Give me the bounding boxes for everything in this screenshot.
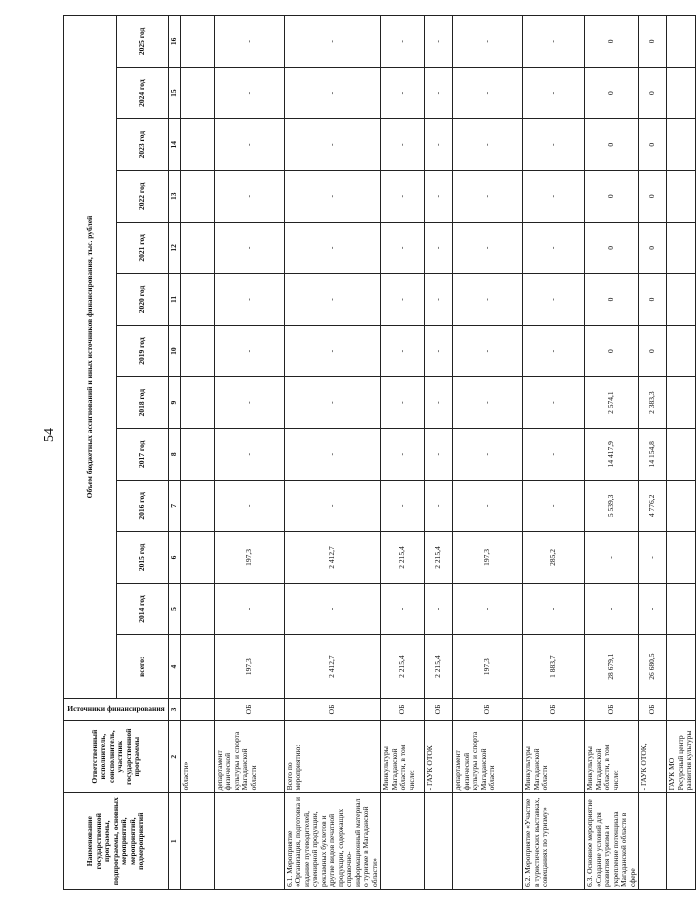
cell-year-value: -	[523, 480, 585, 532]
cell-total: 2 412,7	[284, 635, 381, 699]
column-number: 9	[169, 377, 181, 429]
cell-year-value: -	[381, 274, 425, 326]
cell-year-value: -	[523, 16, 585, 68]
column-number: 16	[169, 16, 181, 68]
header-total: всего:	[116, 635, 169, 699]
cell-year-value: -	[523, 67, 585, 119]
cell-year-value: -	[425, 274, 453, 326]
cell-total	[667, 635, 696, 699]
cell-year-value	[180, 274, 214, 326]
cell-program-name	[425, 793, 453, 890]
cell-year-value: -	[284, 170, 381, 222]
header-year: 2016 год	[116, 480, 169, 532]
cell-year-value	[667, 274, 696, 326]
cell-funding-source: ОБ	[639, 699, 667, 721]
cell-year-value	[180, 67, 214, 119]
column-number: 4	[169, 635, 181, 699]
cell-program-name	[639, 793, 667, 890]
cell-year-value	[180, 428, 214, 480]
cell-year-value: -	[284, 583, 381, 635]
page-number: 54	[42, 428, 57, 442]
cell-year-value	[667, 119, 696, 171]
cell-year-value: -	[284, 325, 381, 377]
cell-year-value: 14 417,9	[585, 428, 639, 480]
cell-year-value	[180, 377, 214, 429]
cell-executor: Минкультуры Магаданской области, в том числе:	[381, 720, 425, 792]
cell-year-value: 0	[585, 67, 639, 119]
table-row	[425, 16, 453, 890]
cell-year-value: -	[425, 480, 453, 532]
cell-executor: области»	[180, 720, 214, 792]
column-number: 14	[169, 119, 181, 171]
cell-year-value: -	[284, 428, 381, 480]
financing-table	[63, 15, 696, 890]
cell-total: 197,3	[214, 635, 284, 699]
cell-year-value: 14 154,8	[639, 428, 667, 480]
header-program-name: Наименование государственной программы, подпрограммы, основных мероприятий, мероприятий, подмероприятий	[64, 793, 169, 890]
cell-total: 2 215,4	[381, 635, 425, 699]
cell-year-value: 2 574,1	[585, 377, 639, 429]
cell-year-value: -	[381, 16, 425, 68]
cell-year-value	[667, 583, 696, 635]
header-year: 2021 год	[116, 222, 169, 274]
cell-year-value: -	[284, 67, 381, 119]
cell-executor: департамент физической культуры и спорта Магаданской области	[453, 720, 523, 792]
cell-year-value: -	[453, 428, 523, 480]
column-number: 13	[169, 170, 181, 222]
cell-year-value: -	[284, 222, 381, 274]
rotated-table-container	[63, 15, 693, 890]
cell-funding-source: ОБ	[523, 699, 585, 721]
cell-year-value: -	[453, 170, 523, 222]
table-row	[667, 16, 696, 890]
cell-year-value: -	[523, 274, 585, 326]
column-number: 10	[169, 325, 181, 377]
cell-program-name	[214, 793, 284, 890]
column-number: 12	[169, 222, 181, 274]
cell-program-name	[667, 793, 696, 890]
cell-executor: Всего по мероприятию:	[284, 720, 381, 792]
cell-program-name	[381, 793, 425, 890]
header-year: 2015 год	[116, 532, 169, 584]
cell-year-value	[667, 170, 696, 222]
table-row	[284, 16, 381, 890]
table-row	[214, 16, 284, 890]
cell-year-value: 0	[585, 170, 639, 222]
cell-year-value: -	[214, 583, 284, 635]
cell-year-value: -	[381, 377, 425, 429]
cell-year-value: -	[453, 222, 523, 274]
cell-year-value: -	[425, 67, 453, 119]
cell-year-value	[667, 16, 696, 68]
cell-year-value: -	[425, 583, 453, 635]
cell-year-value: 0	[639, 16, 667, 68]
cell-year-value: -	[381, 428, 425, 480]
cell-total: 1 883,7	[523, 635, 585, 699]
cell-year-value: -	[381, 170, 425, 222]
header-funding-source: Источники финансирования	[64, 699, 169, 721]
cell-year-value: -	[453, 480, 523, 532]
cell-funding-source	[180, 699, 214, 721]
column-number-row	[169, 16, 181, 890]
cell-executor: - ГАУК ОТОК,	[639, 720, 667, 792]
cell-year-value: -	[523, 428, 585, 480]
cell-program-name	[453, 793, 523, 890]
cell-year-value	[180, 583, 214, 635]
cell-executor: Минкультуры Магаданской области	[523, 720, 585, 792]
cell-year-value: -	[381, 67, 425, 119]
header-year: 2025 год	[116, 16, 169, 68]
cell-funding-source: ОБ	[425, 699, 453, 721]
cell-year-value: 2 412,7	[284, 532, 381, 584]
cell-year-value: -	[214, 16, 284, 68]
cell-year-value	[667, 325, 696, 377]
cell-year-value: 2 383,3	[639, 377, 667, 429]
cell-year-value: -	[453, 67, 523, 119]
cell-executor: - ГАУК ОТОК	[425, 720, 453, 792]
cell-year-value: -	[284, 480, 381, 532]
cell-year-value: -	[381, 325, 425, 377]
cell-year-value: -	[284, 16, 381, 68]
cell-year-value: -	[425, 377, 453, 429]
cell-year-value: 0	[639, 325, 667, 377]
cell-year-value: -	[639, 532, 667, 584]
cell-year-value: -	[381, 583, 425, 635]
cell-funding-source: ОБ	[585, 699, 639, 721]
column-number: 8	[169, 428, 181, 480]
cell-year-value: -	[214, 377, 284, 429]
header-year: 2023 год	[116, 119, 169, 171]
column-number: 3	[169, 699, 181, 721]
cell-year-value: -	[523, 222, 585, 274]
table-body	[180, 16, 695, 890]
cell-year-value: -	[453, 119, 523, 171]
column-number: 2	[169, 720, 181, 792]
column-number: 11	[169, 274, 181, 326]
cell-executor: департамент физической культуры и спорта Магаданской области	[214, 720, 284, 792]
cell-year-value: 0	[585, 274, 639, 326]
cell-program-name: 6.2. Мероприятие «Участие в туристических выставках, совещаниях по туризму»	[523, 793, 585, 890]
header-budget-group: Объем бюджетных ассигнований и иных источников финансирования, тыс. рублей	[64, 16, 117, 699]
cell-year-value: -	[214, 67, 284, 119]
cell-program-name: 6.3. Основное мероприятие «Создание условий для развития туризма и укрепление потенциала Магаданской области в сфере	[585, 793, 639, 890]
cell-executor: ГАУК МО Ресурсный центр развития культуры	[667, 720, 696, 792]
header-executor: Ответственный исполнитель, соисполнитель, участник государственной программы	[64, 720, 169, 792]
cell-total	[180, 635, 214, 699]
cell-year-value: -	[639, 583, 667, 635]
cell-year-value: 2 215,4	[381, 532, 425, 584]
cell-year-value: -	[381, 119, 425, 171]
header-year: 2019 год	[116, 325, 169, 377]
cell-year-value: -	[523, 119, 585, 171]
cell-year-value: 0	[585, 16, 639, 68]
cell-year-value: -	[214, 170, 284, 222]
column-number: 7	[169, 480, 181, 532]
cell-year-value: -	[523, 377, 585, 429]
cell-year-value: 0	[585, 222, 639, 274]
cell-funding-source: ОБ	[284, 699, 381, 721]
cell-funding-source: ОБ	[453, 699, 523, 721]
cell-year-value: 197,3	[214, 532, 284, 584]
table-row	[523, 16, 585, 890]
cell-year-value	[180, 170, 214, 222]
cell-year-value: -	[523, 325, 585, 377]
cell-total: 197,3	[453, 635, 523, 699]
table-row	[381, 16, 425, 890]
cell-year-value: 2 215,4	[425, 532, 453, 584]
cell-year-value: -	[381, 480, 425, 532]
cell-year-value: -	[453, 377, 523, 429]
cell-year-value: -	[214, 480, 284, 532]
cell-year-value: 0	[639, 67, 667, 119]
cell-year-value: -	[425, 16, 453, 68]
cell-year-value	[180, 325, 214, 377]
cell-year-value: -	[425, 325, 453, 377]
column-number: 15	[169, 67, 181, 119]
cell-year-value: -	[453, 274, 523, 326]
cell-year-value: -	[284, 274, 381, 326]
header-year: 2017 год	[116, 428, 169, 480]
header-year: 2014 год	[116, 583, 169, 635]
cell-year-value: -	[214, 222, 284, 274]
cell-year-value: 4 776,2	[639, 480, 667, 532]
cell-year-value: -	[381, 222, 425, 274]
cell-year-value: -	[523, 170, 585, 222]
header-year: 2022 год	[116, 170, 169, 222]
cell-year-value: 5 539,3	[585, 480, 639, 532]
table-row	[180, 16, 214, 890]
cell-year-value	[667, 67, 696, 119]
cell-year-value: -	[585, 583, 639, 635]
cell-year-value: 0	[639, 274, 667, 326]
cell-year-value: 0	[639, 119, 667, 171]
cell-year-value: -	[214, 325, 284, 377]
table-row	[453, 16, 523, 890]
cell-year-value: 0	[639, 222, 667, 274]
cell-program-name: 6.1. Мероприятие «Организация, подготовка и издание путеводителей, сувенирной продукции, рекламных буклетов и другие видов печатной продукции, содержащих справочно-информационный материал о туризме в Магаданской области»	[284, 793, 381, 890]
cell-year-value	[180, 16, 214, 68]
cell-year-value	[180, 532, 214, 584]
cell-year-value	[180, 480, 214, 532]
cell-total: 26 680,5	[639, 635, 667, 699]
cell-year-value: -	[425, 170, 453, 222]
header-year: 2024 год	[116, 67, 169, 119]
cell-year-value: -	[214, 119, 284, 171]
cell-year-value: -	[284, 119, 381, 171]
cell-funding-source: ОБ	[381, 699, 425, 721]
cell-year-value	[667, 532, 696, 584]
cell-year-value: -	[585, 532, 639, 584]
cell-year-value: 197,3	[453, 532, 523, 584]
cell-year-value	[667, 428, 696, 480]
cell-year-value	[180, 119, 214, 171]
cell-year-value: -	[453, 583, 523, 635]
cell-year-value: -	[425, 222, 453, 274]
cell-year-value: -	[453, 325, 523, 377]
column-number: 5	[169, 583, 181, 635]
header-year: 2018 год	[116, 377, 169, 429]
cell-year-value	[667, 377, 696, 429]
cell-funding-source	[667, 699, 696, 721]
cell-year-value: 285,2	[523, 532, 585, 584]
cell-year-value	[180, 222, 214, 274]
cell-year-value	[667, 480, 696, 532]
cell-total: 28 679,1	[585, 635, 639, 699]
cell-executor: Минкультуры Магаданской области, в том числе:	[585, 720, 639, 792]
cell-funding-source: ОБ	[214, 699, 284, 721]
table-row	[639, 16, 667, 890]
cell-year-value: 0	[585, 325, 639, 377]
cell-year-value: -	[214, 274, 284, 326]
cell-year-value: -	[214, 428, 284, 480]
table-row	[585, 16, 639, 890]
cell-year-value: -	[425, 119, 453, 171]
cell-year-value: -	[523, 583, 585, 635]
cell-year-value: -	[453, 16, 523, 68]
column-number: 6	[169, 532, 181, 584]
header-year: 2020 год	[116, 274, 169, 326]
cell-year-value: 0	[639, 170, 667, 222]
cell-year-value	[667, 222, 696, 274]
cell-program-name	[180, 793, 214, 890]
cell-total: 2 215,4	[425, 635, 453, 699]
cell-year-value: 0	[585, 119, 639, 171]
column-number: 1	[169, 793, 181, 890]
cell-year-value: -	[425, 428, 453, 480]
cell-year-value: -	[284, 377, 381, 429]
